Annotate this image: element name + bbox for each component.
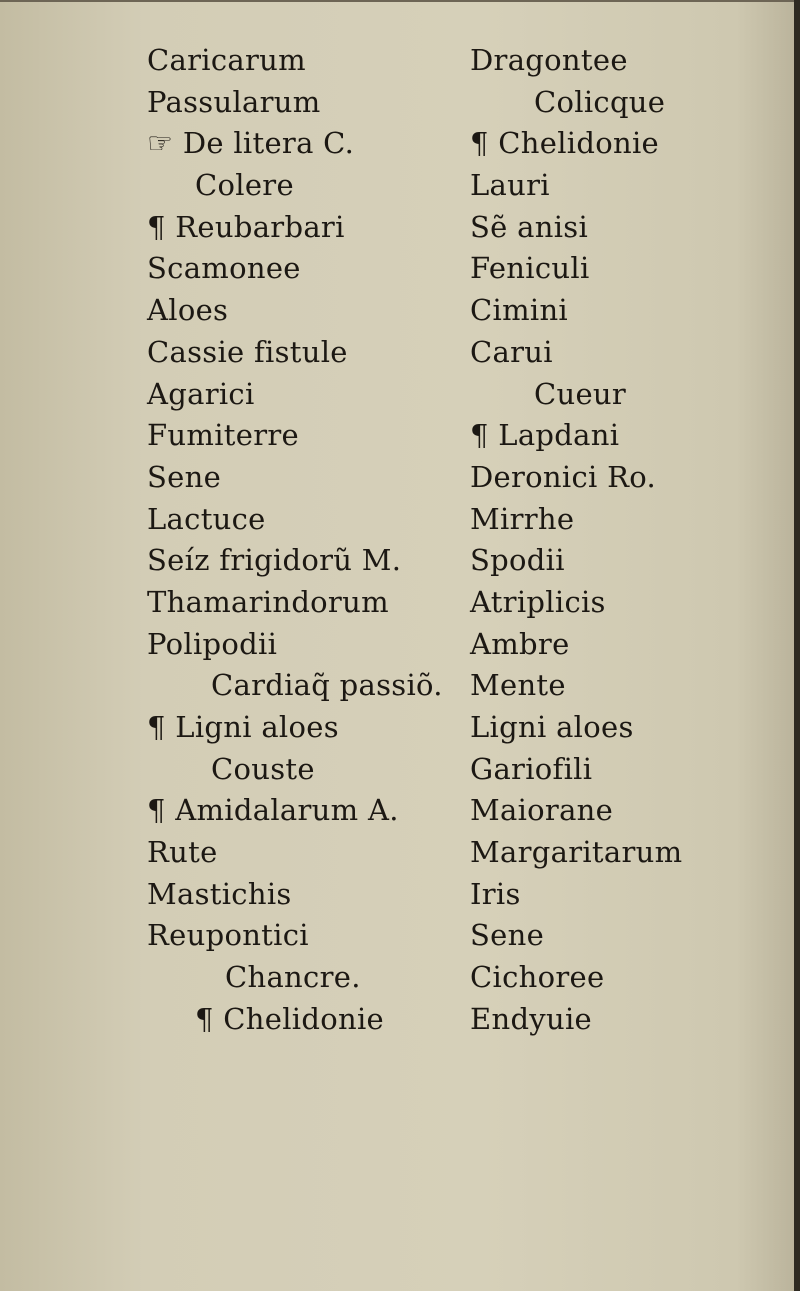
left-column-entry: Couste xyxy=(211,751,315,786)
left-column-entry: Mastichis xyxy=(147,876,292,911)
left-column-entry: Agarici xyxy=(147,376,255,411)
left-column-entry: Rute xyxy=(147,835,218,870)
right-column-entry: Cimini xyxy=(470,293,568,328)
right-column-entry: Sene xyxy=(470,918,545,953)
left-column-entry: Scamonee xyxy=(147,251,301,286)
right-column-entry: Mirrhe xyxy=(470,501,575,536)
left-column-entry: ☞ De litera C. xyxy=(147,126,355,161)
left-column-entry: Seíz frigidorũ M. xyxy=(147,543,402,578)
left-column-entry: Thamarindorum xyxy=(147,584,389,619)
left-column-entry: Lactuce xyxy=(147,501,266,536)
right-column-entry: ¶ Lapdani xyxy=(470,418,620,453)
left-column-entry: Sene xyxy=(147,459,222,494)
right-column-entry: Cichoree xyxy=(470,960,605,995)
book-spine-edge xyxy=(794,0,800,1291)
left-column-entry: ¶ Reubarbari xyxy=(147,209,345,244)
right-column-entry: Lauri xyxy=(470,168,550,203)
left-column-entry: Reupontici xyxy=(147,918,309,953)
right-column-entry: Carui xyxy=(470,334,553,369)
page-top-edge xyxy=(0,0,800,2)
right-column-entry: Maiorane xyxy=(470,793,614,828)
right-column-entry: ¶ Chelidonie xyxy=(470,126,659,161)
right-column-entry: Cueur xyxy=(534,376,627,411)
left-column-entry: ¶ Chelidonie xyxy=(195,1001,384,1036)
left-column-entry: Passularum xyxy=(147,84,321,119)
right-column-entry: Dragontee xyxy=(470,43,628,77)
right-column-entry: Spodii xyxy=(470,543,565,578)
left-column-entry: Polipodii xyxy=(147,626,278,661)
left-column-entry: Caricarum xyxy=(147,43,306,77)
left-column-entry: Aloes xyxy=(147,293,229,328)
left-column-entry: ¶ Amidalarum A. xyxy=(147,793,399,828)
left-column-entry: Colere xyxy=(195,168,294,203)
right-column-entry: Margaritarum xyxy=(470,835,683,870)
left-column-entry: Chancre. xyxy=(225,960,361,995)
right-column-entry: Feniculi xyxy=(470,251,590,286)
right-column-entry: Iris xyxy=(470,876,521,911)
left-column-entry: ¶ Ligni aloes xyxy=(147,710,339,744)
right-column xyxy=(470,40,682,1041)
right-column-entry: Deronici Ro. xyxy=(470,459,657,494)
right-column-entry: Endyuie xyxy=(470,1001,593,1036)
left-column-entry: Cassie fistule xyxy=(147,334,348,369)
right-column-entry: Colicque xyxy=(534,84,666,119)
left-column-entry: Fumiterre xyxy=(147,418,299,453)
right-column-entry: Ligni aloes xyxy=(470,710,634,744)
right-column-entry: Ambre xyxy=(470,626,570,661)
right-column-entry: Gariofili xyxy=(470,751,593,786)
right-column-entry: Atriplicis xyxy=(470,584,606,619)
left-column xyxy=(147,40,443,1041)
left-column-entry: Cardiaq̃ passiõ. xyxy=(211,668,443,703)
right-column-entry: Mente xyxy=(470,668,566,703)
right-column-entry: Sẽ anisi xyxy=(470,209,589,244)
